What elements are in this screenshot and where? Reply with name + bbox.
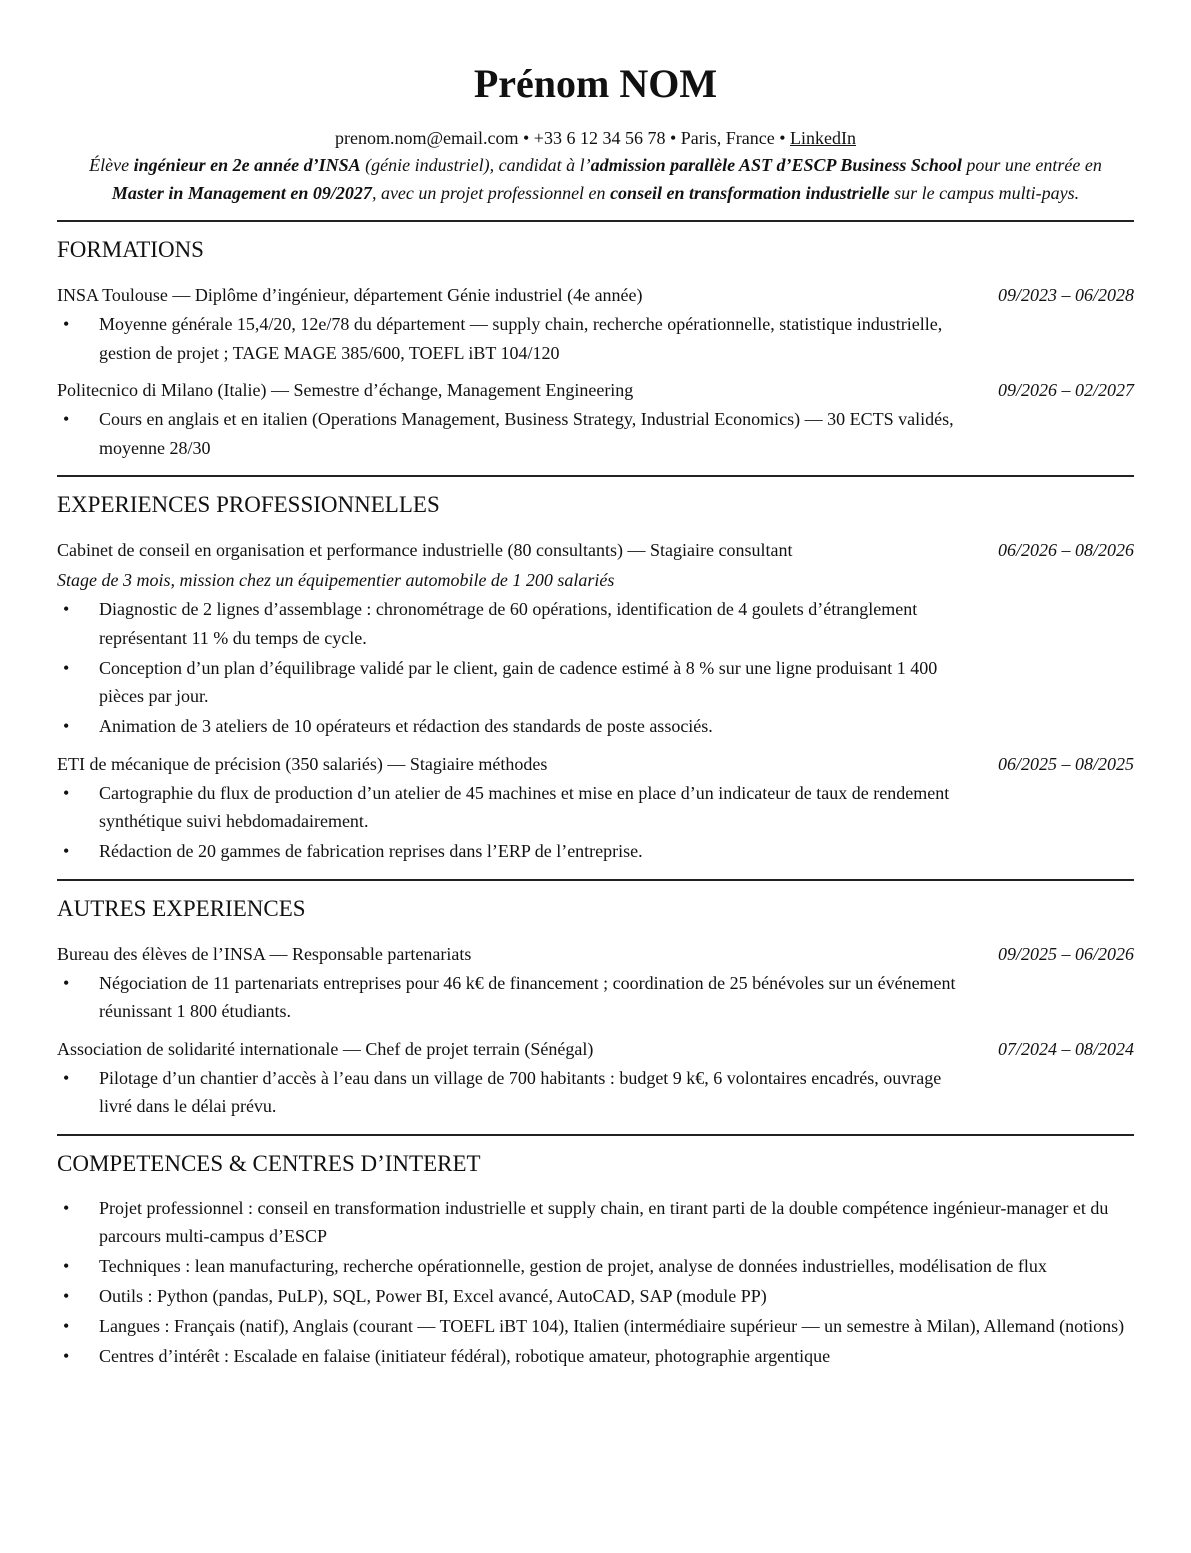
bullet-item: • Techniques : lean manufacturing, recherche opérationnelle, gestion de projet, analyse de données industrielles, modélisation de flux — [57, 1252, 1134, 1281]
summary-text: pour une entrée en — [961, 155, 1102, 175]
bullet-list — [57, 310, 1134, 367]
resume-entry — [57, 749, 1134, 866]
bullet-item: • Conception d’un plan d’équilibrage validé par le client, gain de cadence estimé à 8 % sur une ligne produisant 1 400 pièces par jour. — [57, 654, 1134, 711]
contact-line — [57, 124, 1134, 152]
entry-header — [57, 749, 1134, 779]
summary-text: sur le campus multi-pays. — [889, 182, 1080, 203]
bullet-item: • Langues : Français (natif), Anglais (courant — TOEFL iBT 104), Italien (intermédiaire supérieur — un semestre à Milan), Allemand (notions) — [57, 1312, 1134, 1341]
resume-section — [57, 475, 1134, 866]
entry-title: Association de solidarité internationale — Chef de projet terrain (Sénégal) — [57, 1038, 594, 1059]
bullet-list — [57, 969, 1134, 1026]
entry-header — [57, 1034, 1134, 1064]
entry-header — [57, 939, 1134, 969]
entry-title: Cabinet de conseil en organisation et performance industrielle (80 consultants) — Stagiaire consultant — [57, 540, 793, 560]
bullet-item: • Pilotage d’un chantier d’accès à l’eau dans un village de 700 habitants : budget 9 k€, 6 volontaires encadrés, ouvrage livré dans le délai prévu. — [57, 1064, 1134, 1121]
resume-entry — [57, 535, 1134, 741]
bullet-item: • Moyenne générale 15,4/20, 12e/78 du département — supply chain, recherche opérationnelle, statistique industrielle, gestion de projet ; TAGE MAGE 385/600, TOEFL iBT 104/120 — [57, 310, 1134, 367]
entry-date: 06/2025 – 08/2025 — [997, 753, 1134, 774]
entry-date: 09/2026 – 02/2027 — [997, 380, 1134, 400]
summary-text: Élève — [89, 155, 134, 175]
candidate-name: Prénom NOM — [473, 61, 718, 106]
resume-entry — [57, 1034, 1134, 1121]
entry-title: INSA Toulouse — Diplôme d’ingénieur, département Génie industriel (4e année) — [57, 285, 643, 305]
entry-date: 09/2023 – 06/2028 — [997, 285, 1134, 305]
entry-title: ETI de mécanique de précision (350 salariés) — Stagiaire méthodes — [57, 753, 548, 774]
bullet-item: • Animation de 3 ateliers de 10 opérateurs et rédaction des standards de poste associés. — [57, 712, 1134, 741]
bullet-list — [57, 405, 1134, 462]
bullet-item: • Cours en anglais et en italien (Operations Management, Business Strategy, Industrial Economics) — 30 ECTS validés, moyenne 28/30 — [57, 405, 1134, 462]
summary-highlight: Master in Management en 09/2027 — [111, 182, 372, 203]
bullet-item: • Projet professionnel : conseil en transformation industrielle et supply chain, en tirant parti de la double compétence ingénieur-manager et du parcours multi-campus d’ESCP — [57, 1194, 1134, 1251]
entry-header — [57, 535, 1134, 565]
resume-section — [57, 879, 1134, 1121]
summary-highlight: ingénieur en 2e année d’INSA — [133, 155, 361, 175]
summary-text: , avec un projet professionnel en — [371, 182, 611, 203]
bullet-item: • Cartographie du flux de production d’un atelier de 45 machines et mise en place d’un indicateur de taux de rendement synthétique suivi hebdomadairement. — [57, 779, 1134, 836]
summary-highlight: admission parallèle AST d’ESCP Business School — [590, 155, 962, 175]
bullet-item: • Diagnostic de 2 lignes d’assemblage : chronométrage de 60 opérations, identification de 4 goulets d’étranglement représentant 11 % du temps de cycle. — [57, 595, 1134, 652]
bullet-list — [57, 1064, 1134, 1121]
resume-entry — [57, 375, 1134, 462]
section-title: COMPETENCES & CENTRES D’INTERET — [57, 1150, 481, 1176]
bullet-list — [57, 1194, 1134, 1371]
entry-title: Politecnico di Milano (Italie) — Semestre d’échange, Management Engineering — [57, 380, 634, 400]
bullet-list — [57, 595, 1134, 741]
contact-details: prenom.nom@email.com • +33 6 12 34 56 78 • Paris, France • — [334, 128, 791, 148]
entry-date: 09/2025 – 06/2026 — [997, 943, 1134, 964]
profile-summary — [61, 152, 1130, 207]
linkedin-link[interactable]: LinkedIn — [790, 128, 857, 148]
bullet-list — [57, 779, 1134, 866]
resume-entry — [57, 280, 1134, 367]
resume-entry — [57, 939, 1134, 1026]
resume-sections — [57, 220, 1134, 1371]
entry-date: 06/2026 – 08/2026 — [997, 540, 1134, 560]
entry-title: Bureau des élèves de l’INSA — Responsable partenariats — [57, 943, 472, 964]
entry-header — [57, 375, 1134, 405]
summary-highlight: conseil en transformation industrielle — [610, 182, 890, 203]
entry-header — [57, 280, 1134, 310]
resume-section — [57, 220, 1134, 462]
entry-subtitle: Stage de 3 mois, mission chez un équipementier automobile de 1 200 salariés — [57, 570, 615, 590]
bullet-item: • Centres d’intérêt : Escalade en falaise (initiateur fédéral), robotique amateur, photographie argentique — [57, 1342, 1134, 1371]
section-title: FORMATIONS — [57, 237, 204, 262]
bullet-item: • Outils : Python (pandas, PuLP), SQL, Power BI, Excel avancé, AutoCAD, SAP (module PP) — [57, 1282, 1134, 1311]
bullet-item: • Négociation de 11 partenariats entreprises pour 46 k€ de financement ; coordination de 25 bénévoles sur un événement réunissant 1 800 étudiants. — [57, 969, 1134, 1026]
summary-text: (génie industriel), candidat à l’ — [360, 155, 591, 175]
section-title: EXPERIENCES PROFESSIONNELLES — [57, 492, 440, 517]
resume-section — [57, 1134, 1134, 1371]
section-title: AUTRES EXPERIENCES — [57, 895, 306, 921]
bullet-item: • Rédaction de 20 gammes de fabrication reprises dans l’ERP de l’entreprise. — [57, 837, 1134, 866]
entry-date: 07/2024 – 08/2024 — [997, 1038, 1134, 1059]
